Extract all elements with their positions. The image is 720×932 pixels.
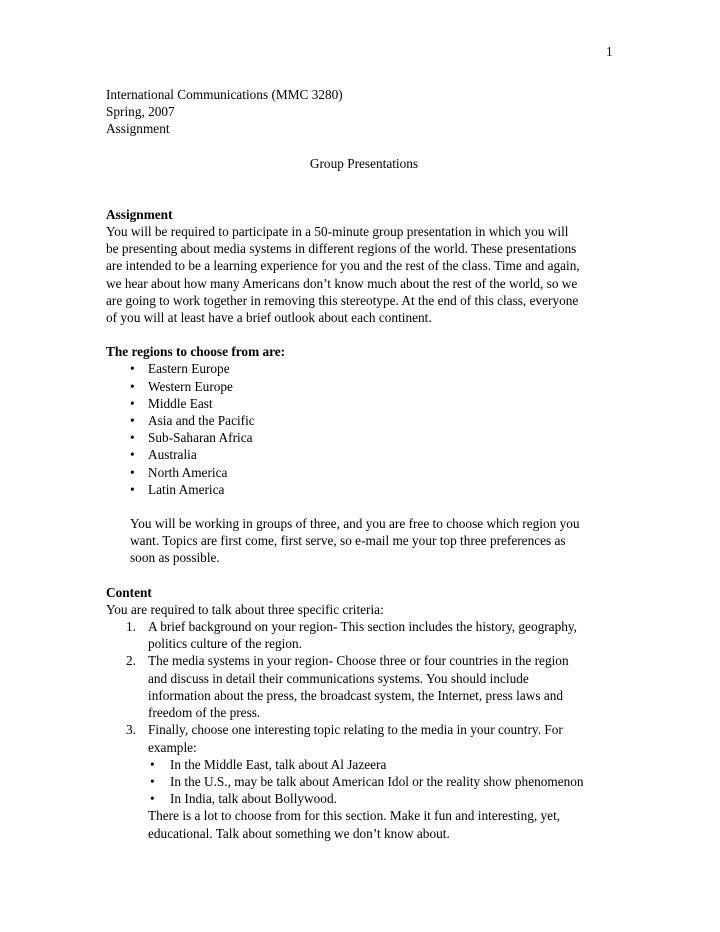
criteria-closing-line: There is a lot to choose from for this section. Make it fun and interesting, yet, [148, 808, 561, 824]
assignment-section [106, 206, 622, 326]
criteria-item [126, 652, 622, 721]
criteria-closing-line: educational. Talk about something we don’t know about. [148, 825, 450, 841]
example-item: • In India, talk about Bollywood. [148, 790, 622, 807]
course-name: International Communications (MMC 3280) [106, 87, 343, 102]
content-intro: You are required to talk about three specific criteria: [106, 601, 384, 617]
region-item: • Asia and the Pacific [130, 412, 622, 429]
criteria-number: 2. [126, 653, 136, 669]
course-header [106, 86, 622, 138]
criteria-line: The media systems in your region- Choose three or four countries in the region [148, 653, 569, 669]
regions-section [106, 343, 622, 566]
assignment-line: of you will at least have a brief outlook about each continent. [106, 310, 432, 326]
content-heading: Content [106, 584, 152, 600]
criteria-number: 3. [126, 722, 136, 738]
criteria-list [106, 618, 622, 842]
criteria-line: information about the press, the broadcast system, the Internet, press laws and [148, 687, 564, 703]
groups-note-line: want. Topics are first come, first serve, so e-mail me your top three preferences as [130, 533, 566, 549]
groups-note-line: soon as possible. [130, 550, 220, 566]
criteria-line: politics culture of the region. [148, 636, 302, 652]
regions-list [106, 360, 622, 498]
examples-list [148, 756, 622, 808]
region-item: • Middle East [130, 395, 622, 412]
criteria-number: 1. [126, 619, 136, 635]
region-item: • Eastern Europe [130, 360, 622, 377]
document-body [106, 86, 622, 842]
course-term: Spring, 2007 [106, 104, 175, 120]
criteria-line: example: [148, 739, 197, 755]
criteria-line: and discuss in detail their communications systems. You should include [148, 670, 529, 686]
groups-note [106, 515, 622, 567]
example-item: • In the Middle East, talk about Al Jazeera [148, 756, 622, 773]
regions-heading: The regions to choose from are: [106, 344, 286, 360]
criteria-item [126, 721, 622, 841]
document-title: Group Presentations [309, 155, 419, 171]
criteria-line: A brief background on your region- This section includes the history, geography, [148, 619, 577, 635]
criteria-item [126, 618, 622, 652]
groups-note-line: You will be working in groups of three, and you are free to choose which region you [130, 516, 580, 532]
criteria-line: Finally, choose one interesting topic relating to the media in your country. For [148, 722, 563, 738]
assignment-line: You will be required to participate in a 50-minute group presentation in which you will [106, 224, 569, 240]
page-number: 1 [606, 44, 613, 59]
document-type: Assignment [106, 121, 170, 137]
region-item: • Latin America [130, 481, 622, 498]
region-item: • North America [130, 464, 622, 481]
assignment-heading: Assignment [106, 206, 173, 222]
region-item: • Sub-Saharan Africa [130, 429, 622, 446]
assignment-line: are intended to be a learning experience for you and the rest of the class. Time and again, [106, 258, 580, 274]
region-item: • Western Europe [130, 378, 622, 395]
region-item: • Australia [130, 446, 622, 463]
assignment-line: be presenting about media systems in different regions of the world. These presentations [106, 241, 577, 257]
assignment-line: we hear about how many Americans don’t know much about the rest of the world, so we [106, 275, 578, 291]
content-section [106, 584, 622, 842]
criteria-line: freedom of the press. [148, 705, 261, 721]
example-item: • In the U.S., may be talk about American Idol or the reality show phenomenon [148, 773, 622, 790]
assignment-line: are going to work together in removing this stereotype. At the end of this class, everyone [106, 292, 579, 308]
